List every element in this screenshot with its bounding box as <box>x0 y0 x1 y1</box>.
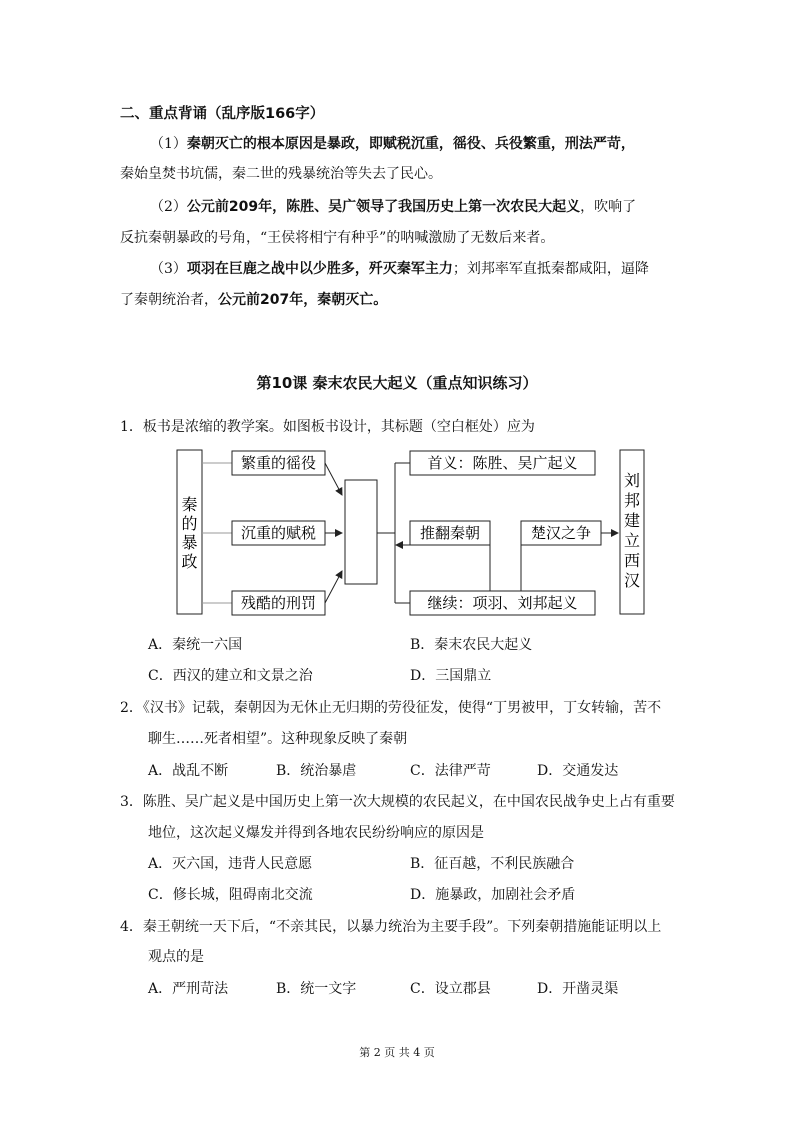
option-label: C． <box>148 887 173 903</box>
question-4-option-b[interactable] <box>276 978 356 998</box>
question-3-option-a[interactable] <box>148 853 312 873</box>
question-2-option-c[interactable] <box>410 760 491 780</box>
paragraph-1-number: （1） <box>150 136 187 152</box>
option-label: B． <box>410 856 435 872</box>
cause-corvee-text: 繁重的徭役 <box>240 454 317 472</box>
option-text: 西汉的建立和文景之治 <box>172 668 313 684</box>
western-han-char: 刘 <box>623 471 641 490</box>
question-4-text-line-1: 秦王朝统一天下后，“不亲其民，以暴力统治为主要手段”。下列秦朝措施能证明以上 <box>142 919 662 935</box>
question-4-option-d[interactable] <box>537 978 618 998</box>
question-1-option-b[interactable] <box>410 634 532 654</box>
question-2-option-b[interactable] <box>276 760 356 780</box>
western-han-char: 汉 <box>623 571 641 590</box>
question-4-number: 4． <box>120 919 143 935</box>
option-text: 施暴政，加剧社会矛盾 <box>435 887 576 903</box>
blank-title-box <box>345 480 377 584</box>
option-label: A． <box>148 637 173 653</box>
western-han-char: 建 <box>623 511 641 530</box>
paragraph-3-tail: ；刘邦率军直抵秦都咸阳，逼降 <box>452 261 649 277</box>
option-label: A． <box>148 981 173 997</box>
question-3-option-c[interactable] <box>148 884 313 904</box>
option-text: 严刑苛法 <box>172 981 229 997</box>
option-text: 设立郡县 <box>434 981 491 997</box>
tyranny-char: 暴 <box>181 533 198 552</box>
question-4-option-a[interactable] <box>148 978 228 998</box>
option-label: B． <box>410 637 435 653</box>
paragraph-2-number: （2） <box>150 199 187 215</box>
question-2 <box>120 697 661 717</box>
option-text: 开凿灵渠 <box>562 981 619 997</box>
option-label: C． <box>410 763 435 779</box>
paragraph-1-line-2: 秦始皇焚书坑儒，秦二世的残暴统治等失去了民心。 <box>120 166 442 182</box>
option-label: C． <box>148 668 173 684</box>
paragraph-3-number: （3） <box>150 261 187 277</box>
question-3 <box>120 791 675 811</box>
option-label: D． <box>410 668 436 684</box>
tyranny-char: 秦 <box>181 495 198 514</box>
paragraph-3-rest: 了秦朝统治者， <box>120 292 218 308</box>
option-text: 灭六国，违背人民意愿 <box>172 856 313 872</box>
option-label: B． <box>276 763 301 779</box>
western-han-char: 西 <box>623 551 641 570</box>
question-2-text-line-1: 《汉书》记载，秦朝因为无休止无归期的劳役征发，使得“丁男被甲，丁女转输，苦不 <box>142 700 662 716</box>
board-diagram <box>170 446 650 622</box>
paragraph-2-bold: 公元前209年，陈胜、吴广领导了我国历史上第一次农民大起义 <box>186 199 581 215</box>
question-3-text-line-2: 地位，这次起义爆发并得到各地农民纷纷响应的原因是 <box>148 825 484 841</box>
question-1-text: 板书是浓缩的教学案。如图板书设计，其标题（空白框处）应为 <box>142 419 535 435</box>
option-text: 征百越，不利民族融合 <box>434 856 575 872</box>
question-4 <box>120 916 661 936</box>
tyranny-char: 的 <box>181 514 198 533</box>
tyranny-char: 政 <box>181 552 198 571</box>
paragraph-2-tail: ，吹响了 <box>580 199 637 215</box>
question-4-text-line-2: 观点的是 <box>148 949 204 965</box>
option-label: C． <box>410 981 435 997</box>
option-label: D． <box>410 887 436 903</box>
western-han-char: 立 <box>623 531 641 550</box>
first-uprising-text: 首义：陈胜、吴广起义 <box>427 454 578 472</box>
cause-tax-text: 沉重的赋税 <box>240 524 317 542</box>
option-label: D． <box>537 981 563 997</box>
question-3-option-d[interactable] <box>410 884 575 904</box>
question-2-option-a[interactable] <box>148 760 228 780</box>
paragraph-1-bold: 秦朝灭亡的根本原因是暴政，即赋税沉重，徭役、兵役繁重，刑法严苛， <box>186 136 635 152</box>
section-title: 二、重点背诵（乱序版166字） <box>120 106 325 122</box>
question-1 <box>120 416 535 436</box>
option-text: 秦统一六国 <box>172 637 243 653</box>
option-label: B． <box>276 981 301 997</box>
option-text: 统一文字 <box>300 981 357 997</box>
option-text: 战乱不断 <box>172 763 229 779</box>
question-1-option-c[interactable] <box>148 665 313 685</box>
question-1-option-d[interactable] <box>410 665 491 685</box>
question-3-number: 3． <box>120 794 143 810</box>
page-footer: 第 2 页 共 4 页 <box>359 1046 435 1059</box>
paragraph-3-rest-bold: 公元前207年，秦朝灭亡。 <box>218 292 388 308</box>
paragraph-1-line-1 <box>150 134 635 154</box>
paragraph-3-line-1 <box>150 259 649 279</box>
option-text: 法律严苛 <box>434 763 491 779</box>
lesson-title: 第10课 秦末农民大起义（重点知识练习） <box>256 374 538 392</box>
paragraph-2-line-1 <box>150 197 636 217</box>
option-text: 修长城，阻碍南北交流 <box>172 887 313 903</box>
question-4-option-c[interactable] <box>410 978 491 998</box>
arrow <box>325 571 342 603</box>
paragraph-2-line-2: 反抗秦朝暴政的号角，“王侯将相宁有种乎”的呐喊激励了无数后来者。 <box>120 230 555 246</box>
option-label: A． <box>148 856 173 872</box>
cause-punishment-text: 残酷的刑罚 <box>240 594 317 612</box>
arrow <box>325 463 342 495</box>
question-1-number: 1． <box>120 419 143 435</box>
option-text: 统治暴虐 <box>300 763 357 779</box>
question-2-option-d[interactable] <box>537 760 618 780</box>
question-1-option-a[interactable] <box>148 634 242 654</box>
option-label: D． <box>537 763 563 779</box>
option-text: 三国鼎立 <box>435 668 492 684</box>
option-text: 秦末农民大起义 <box>434 637 533 653</box>
continuation-text: 继续：项羽、刘邦起义 <box>427 594 578 612</box>
western-han-char: 邦 <box>623 491 641 510</box>
question-2-text-line-2: 聊生……死者相望”。这种现象反映了秦朝 <box>148 731 408 747</box>
question-2-number: 2． <box>120 700 143 716</box>
overthrow-qin-text: 推翻秦朝 <box>419 524 481 542</box>
option-text: 交通发达 <box>562 763 619 779</box>
question-3-option-b[interactable] <box>410 853 574 873</box>
paragraph-3-line-2 <box>120 290 387 310</box>
paragraph-3-bold: 项羽在巨鹿之战中以少胜多，歼灭秦军主力 <box>186 261 453 277</box>
option-label: A． <box>148 763 173 779</box>
question-3-text-line-1: 陈胜、吴广起义是中国历史上第一次大规模的农民起义，在中国农民战争史上占有重要 <box>142 794 675 810</box>
chu-han-text: 楚汉之争 <box>530 524 592 542</box>
